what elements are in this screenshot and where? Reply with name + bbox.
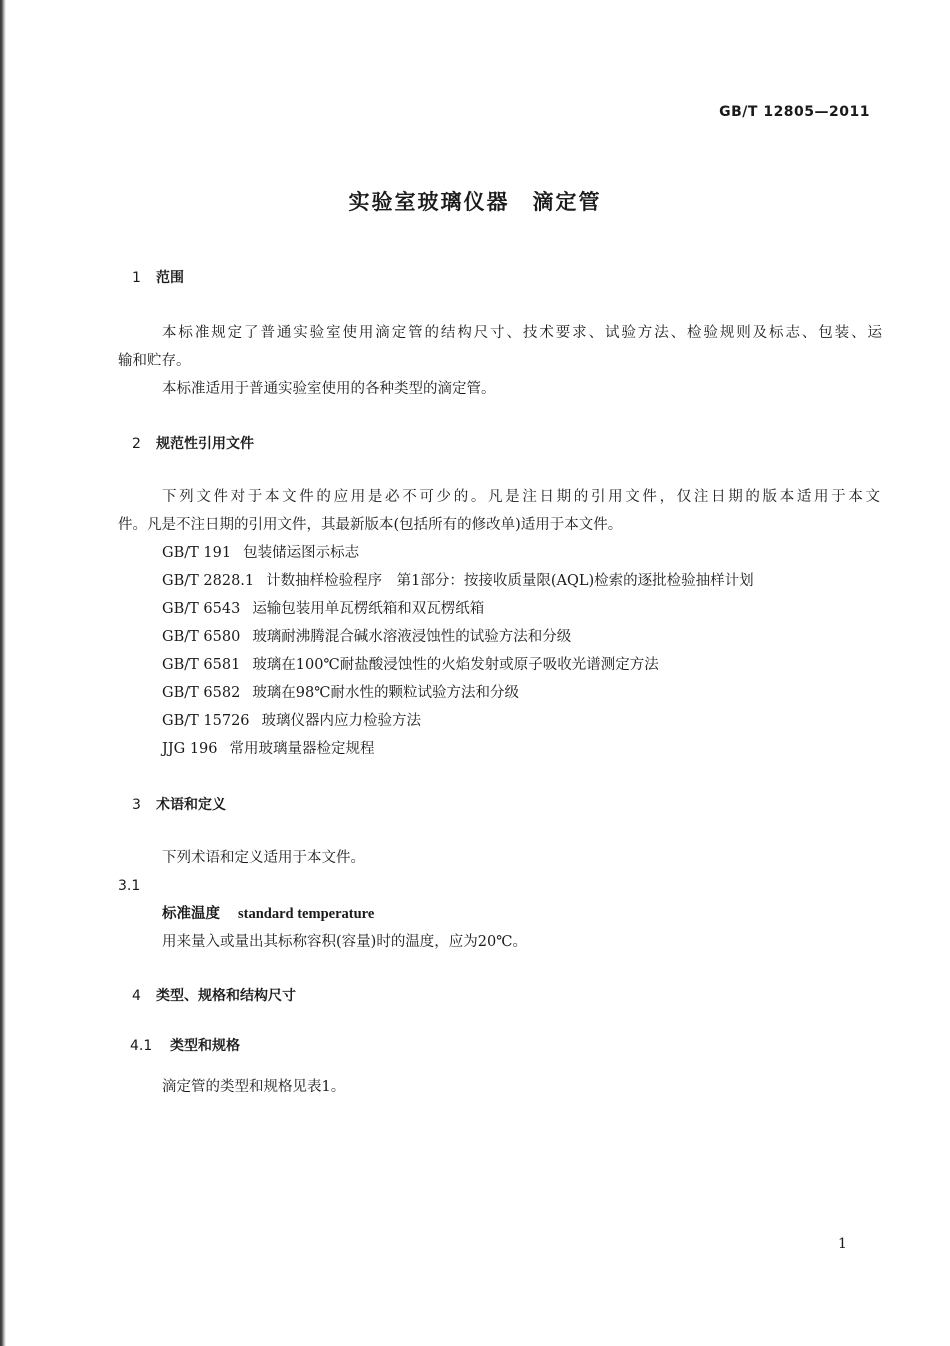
section-2-heading (132, 434, 254, 454)
section-3-intro: 下列术语和定义适用于本文件。 (162, 850, 365, 866)
page-number: 1 (838, 1236, 847, 1252)
section-1-heading (132, 268, 184, 288)
reference-title: 常用玻璃量器检定规程 (229, 741, 375, 757)
reference-code: GB/T 15726 (162, 713, 250, 729)
section-title: 术语和定义 (156, 797, 226, 813)
section-number: 2 (132, 436, 141, 452)
reference-code: GB/T 6582 (162, 685, 241, 701)
reference-item (162, 571, 754, 591)
reference-item (162, 711, 421, 731)
reference-item (162, 683, 519, 703)
section-2-intro-line1: 下列文件对于本文件的应用是必不可少的。凡是注日期的引用文件，仅注日期的版本适用于本文 (162, 489, 880, 505)
standard-code: GB/T 12805—2011 (719, 104, 870, 120)
document-title: 实验室玻璃仪器 滴定管 (348, 190, 602, 214)
reference-item (162, 543, 359, 563)
subsection-4-1-heading (130, 1036, 240, 1056)
section-1-paragraph-line1: 本标准规定了普通实验室使用滴定管的结构尺寸、技术要求、试验方法、检验规则及标志、包装、运 (162, 325, 882, 341)
section-1-paragraph-2: 本标准适用于普通实验室使用的各种类型的滴定管。 (162, 381, 496, 397)
reference-title: 玻璃在100℃耐盐酸浸蚀性的火焰发射或原子吸收光谱测定方法 (252, 657, 659, 673)
reference-item (162, 627, 571, 647)
reference-title: 运输包装用单瓦楞纸箱和双瓦楞纸箱 (252, 601, 485, 617)
reference-item (162, 655, 659, 675)
reference-code: JJG 196 (162, 741, 218, 757)
reference-code: GB/T 6580 (162, 629, 241, 645)
subsection-number: 4.1 (130, 1038, 153, 1054)
section-4-heading (132, 986, 296, 1006)
section-number: 1 (132, 270, 141, 286)
reference-code: GB/T 6543 (162, 601, 241, 617)
section-2-intro-line2: 件。凡是不注日期的引用文件，其最新版本(包括所有的修改单)适用于本文件。 (118, 517, 623, 533)
reference-title: 包装储运图示标志 (243, 545, 360, 561)
subsection-title: 类型和规格 (170, 1038, 240, 1054)
section-1-paragraph-line2: 输和贮存。 (118, 353, 191, 369)
term-entry (162, 904, 374, 924)
reference-code: GB/T 6581 (162, 657, 241, 673)
term-english: standard temperature (238, 906, 375, 922)
section-3-heading (132, 795, 226, 815)
reference-code: GB/T 2828.1 (162, 573, 255, 589)
reference-title: 玻璃仪器内应力检验方法 (261, 713, 422, 729)
term-definition: 用来量入或量出其标称容积(容量)时的温度，应为20℃。 (162, 934, 527, 950)
reference-item (162, 599, 484, 619)
reference-title: 计数抽样检验程序 第1部分：按接收质量限(AQL)检索的逐批检验抽样计划 (266, 573, 754, 589)
reference-title: 玻璃耐沸腾混合碱水溶液浸蚀性的试验方法和分级 (252, 629, 572, 645)
reference-title: 玻璃在98℃耐水性的颗粒试验方法和分级 (252, 685, 519, 701)
reference-item (162, 739, 375, 759)
section-number: 4 (132, 988, 141, 1004)
section-title: 类型、规格和结构尺寸 (156, 988, 296, 1004)
subsection-3-1-number: 3.1 (118, 878, 141, 894)
section-4-1-text: 滴定管的类型和规格见表1。 (162, 1079, 346, 1095)
section-title: 范围 (156, 270, 184, 286)
reference-code: GB/T 191 (162, 545, 232, 561)
term-chinese: 标准温度 (162, 905, 220, 922)
section-number: 3 (132, 797, 141, 813)
section-title: 规范性引用文件 (156, 436, 254, 452)
